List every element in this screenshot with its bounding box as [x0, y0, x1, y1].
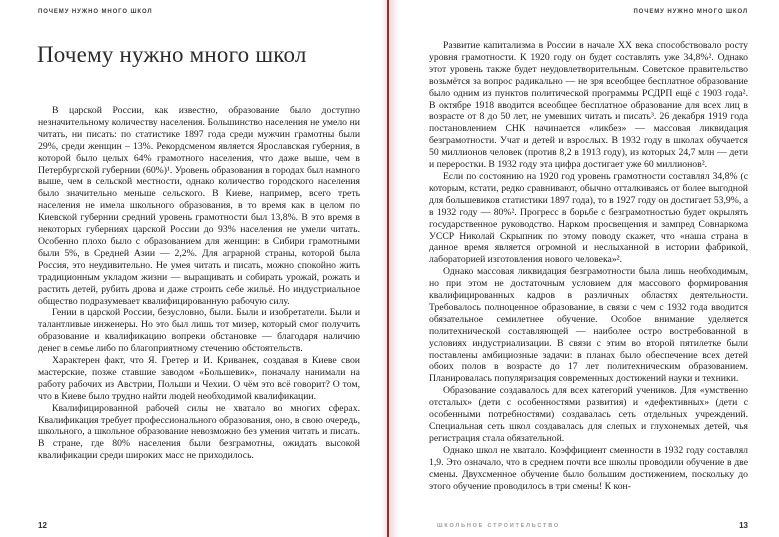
paragraph: Развитие капитализма в России в начале XX века способствовало росту уровня грамотности. К 1920 году он будет составлять уже 34,8%². Однако этот уровень также будет неудовлетворительным. Советское правительство возьмётся за вопрос радикально — не зря всеобщее бесплатное образование было одним из пунктов политической программы РСДРП ещё с 1903 года². В октябре 1918 вводится всеобщее бесплатное образование для всех лиц в возрасте от 8 до 50 лет, не умевших читать и писать³. 26 декабря 1919 года постановлением СНК начинается «ликбез» — массовая ликвидация безграмотности. Учат и детей и взрослых. В 1932 году в школах обучается 50 миллионов человек (против 8,2 в 1913 году), из которых 24,7 млн — дети и переростки. В 1932 году эта цифра достигает уже 60 миллионов². — [429, 40, 748, 171]
page-number-left: 12 — [38, 521, 47, 530]
paragraph: Однако массовая ликвидация безграмотности была лишь необходимым, но при этом не достаточным условием для массового формирования квалифицированных кадров в различных областях деятельности. Требовалось полноценное образование, в связи с чем с 1932 года вводится обязательное семилетнее обучение. Особое внимание уделяется политехнической составляющей — наиболее остро востребованной в условиях индустриализации. В связи с этим во второй пятилетке были поставлены амбициозные задачи: в планах было обеспечение всех детей обоих полов в возрасте до 17 лет политехническим образованием. Планировалась популяризация современных достижений науки и техники. — [429, 266, 748, 385]
page-right — [398, 0, 779, 537]
running-head-left: ПОЧЕМУ НУЖНО МНОГО ШКОЛ — [38, 9, 153, 15]
page-gutter — [376, 0, 400, 537]
paragraph: Однако школ не хватало. Коэффициент сменности в 1932 году составлял 1,9. Это означало, что в среднем почти все школы проводили обучение в две смены. Двухсменное обучение было большим достижением, поскольку до этого обучение проводилось в три смены! К кон- — [429, 444, 748, 492]
right-page-body — [429, 40, 748, 492]
left-page-body — [38, 105, 360, 462]
running-head-right: ПОЧЕМУ НУЖНО МНОГО ШКОЛ — [633, 9, 748, 15]
paragraph: Образование создавалось для всех категорий учеников. Для «умственно отсталых» (дети с особенностями развития) и «дефективных» (дети с особенными потребностями) создавалась сеть отдельных учреждений. Специальная сеть школ создавалась для слепых и глухонемых детей, чья регистрация стала обязательной. — [429, 385, 748, 444]
chapter-title: Почему нужно много школ — [37, 42, 307, 67]
paragraph: Гении в царской России, безусловно, были. Были и изобретатели. Были и талантливые инженеры. Но это был лишь тот мизер, который смог получить образование и квалификацию вопреки обстановке — благодаря наличию денег в семье либо по благоприятному стечению обстоятельств. — [38, 307, 360, 355]
paragraph: Квалифицированной рабочей силы не хватало во многих сферах. Квалификация требует профессионального образования, оно, в свою очередь, школьного, а школьное образование невозможно без умения читать и писать. В стране, где 80% населения были безграмотны, ожидать высокой квалификации среди широких масс не приходилось. — [38, 402, 360, 462]
page-number-right: 13 — [739, 521, 748, 530]
paragraph: Если по состоянию на 1920 год уровень грамотности составлял 34,8% (с которым, кстати, редко сравнивают, обычно отталкиваясь от более выгодной для большевиков статистики 1897 года), то в 1927 году он достигает 53,9%, а в 1932 году — 80%². Прогресс в борьбе с безграмотностью будет окрылять государственное руководство. Нарком просвещения и зампред Совнаркома УССР Николай Скрыпник по этому поводу скажет, что «наша страна в данное время является огромной и неслыханной в истории фабрикой, лабораторией изготовления нового человека»². — [429, 170, 748, 266]
page-left — [0, 0, 380, 537]
paragraph: В царской России, как известно, образование было доступно незначительному количеству населения. Большинство населения не умело ни читать, ни писать: по статистике 1897 года среди мужчин грамотны были 29%, среди женщин – 13%. Рекордсменом является Ярославская губерния, в которой было целых 64% грамотного населения, что даже выше, чем в Петербургской губернии (60%)¹. Уровень образования в городах был намного выше, чем в сельской местности, однако количество городского населения было значительно меньше сельского. В Киеве, например, всего треть населения не имела школьного образования, в то время как в целом по Киевской губернии средний уровень грамотности был 13,8%. В это время в некоторых губерниях царской России до 93% населения не умели читать. Особенно плохо было с образованием для женщин: в Сибири грамотными были 5%, в Средней Азии — 2,2%. Для аграрной страны, которой была Россия, это неудивительно. Не умея читать и писать, можно спокойно жить традиционным укладом жизни — выращивать и собирать урожай, рожать и растить детей, рубить дрова и даже строить себе жильё. Но индустриальное общество подразумевает квалифицированную рабочую силу. — [38, 105, 360, 307]
footer-book-title: ШКОЛЬНОЕ СТРОИТЕЛЬСТВО — [437, 523, 560, 529]
paragraph: Характерен факт, что Я. Гретер и И. Криванек, создавая в Киеве свои мастерские, позже ставшие заводом «Большевик», поначалу нанимали на работу рабочих из Австрии, Польши и Чехии. О чём это всё говорит? О том, что в Киеве было трудно найти людей необходимой квалификации. — [38, 355, 360, 402]
